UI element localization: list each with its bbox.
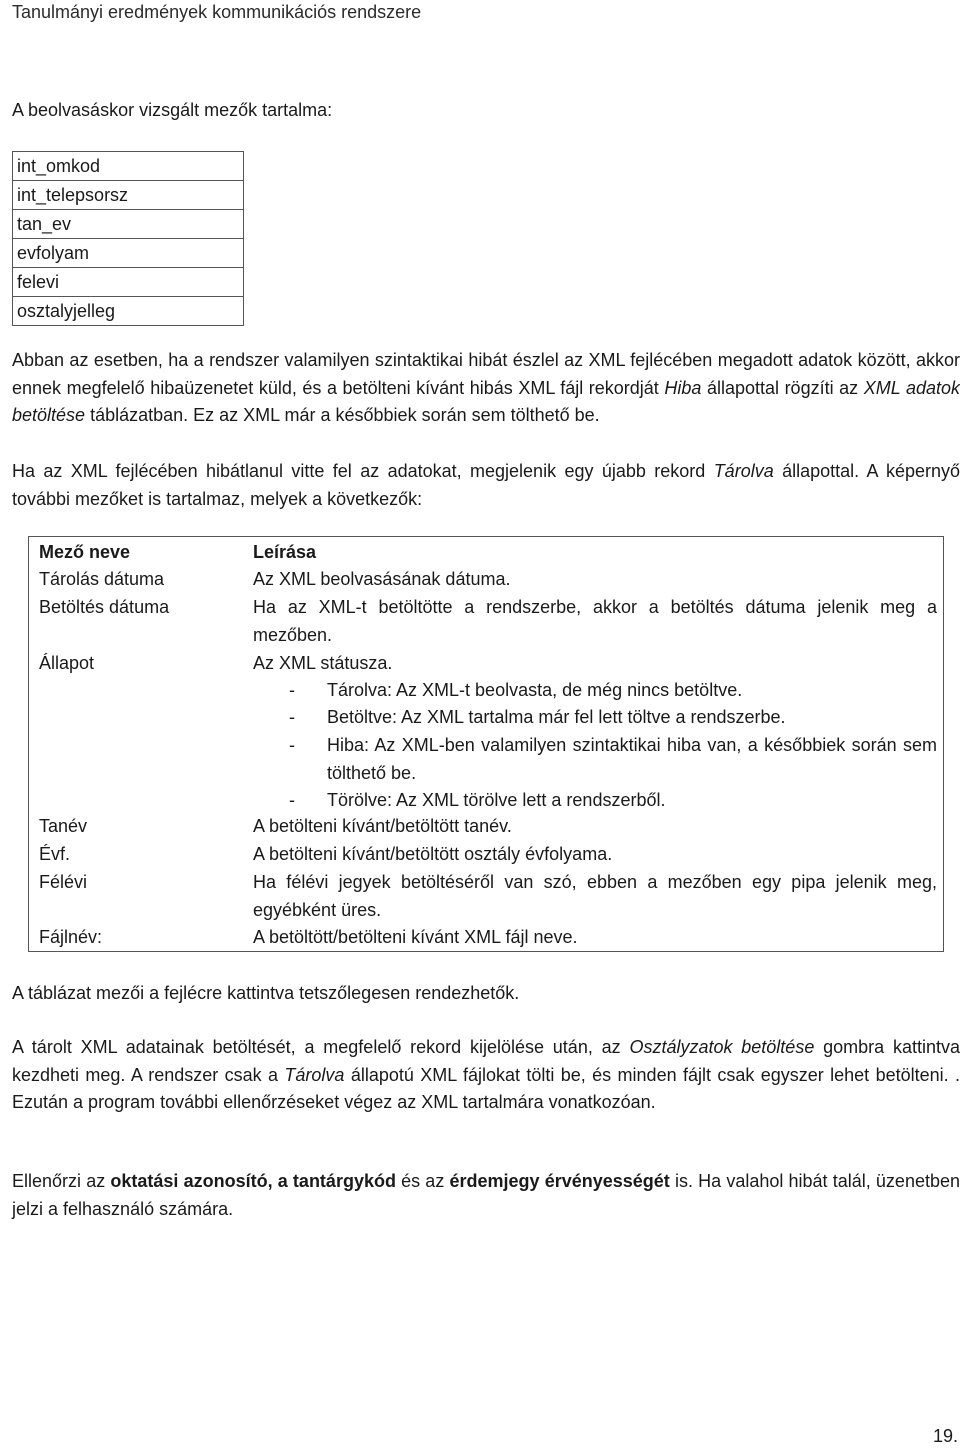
field-cell: tan_ev bbox=[13, 210, 244, 239]
field-description: A betölteni kívánt/betöltött osztály évfolyama. bbox=[253, 844, 613, 864]
field-cell: int_omkod bbox=[13, 152, 244, 181]
field-name: Évf. bbox=[39, 844, 71, 864]
dash: - bbox=[289, 707, 295, 727]
dash: - bbox=[289, 680, 295, 700]
field-cell: evfolyam bbox=[13, 239, 244, 268]
field-name: Tárolás dátuma bbox=[39, 569, 165, 589]
column-header-description: Leírása bbox=[253, 542, 317, 562]
document-header: Tanulmányi eredmények kommunikációs rendszere bbox=[12, 2, 422, 22]
status-text: Tárolva: Az XML-t beolvasta, de még nincs betöltve. bbox=[327, 680, 743, 700]
page-number: 19. bbox=[932, 1426, 958, 1446]
dash: - bbox=[289, 735, 295, 755]
paragraph-sorting: A táblázat mezői a fejlécre kattintva tetszőlegesen rendezhetők. bbox=[12, 983, 520, 1003]
paragraph-error-handling: Abban az esetben, ha a rendszer valamilyen szintaktikai hibát észlel az XML fejlécében megadott adatok között, akkor ennek megfelelő hibaüzenetet küld, és a betölteni kívánt hibás XML fájl rekordját Hiba állapottal rögzíti az XML adatok betöltése táblázatban. Ez az XML már a későbbiek során sem tölthető be. bbox=[12, 350, 960, 425]
paragraph-loading: A tárolt XML adatainak betöltését, a megfelelő rekord kijelölése után, az Osztályzatok betöltése gombra kattintva kezdheti meg. A rendszer csak a Tárolva állapotú XML fájlokat tölti be, és minden fájlt csak egyszer lehet betölteni. . Ezután a program további ellenőrzéseket végez az XML tartalmára vonatkozóan. bbox=[12, 1037, 960, 1112]
status-item bbox=[253, 732, 937, 788]
status-text: Hiba: Az XML-ben valamilyen szintaktikai hiba van, a későbbiek során sem tölthető be. bbox=[327, 735, 937, 783]
field-cell: felevi bbox=[13, 268, 244, 297]
field-name: Félévi bbox=[39, 872, 88, 892]
paragraph-validation: Ellenőrzi az oktatási azonosító, a tantárgykód és az érdemjegy érvényességét is. Ha valahol hibát talál, üzenetben jelzi a felhasználó számára. bbox=[12, 1171, 960, 1219]
field-description: A betöltött/betölteni kívánt XML fájl neve. bbox=[253, 927, 578, 947]
column-header-name: Mező neve bbox=[39, 542, 131, 562]
fields-heading: A beolvasáskor vizsgált mezők tartalma: bbox=[12, 100, 333, 120]
field-name: Betöltés dátuma bbox=[39, 597, 170, 617]
field-cell: osztalyjelleg bbox=[13, 297, 244, 326]
fields-table bbox=[12, 151, 244, 326]
field-name: Fájlnév: bbox=[39, 927, 103, 947]
field-description: Ha az XML-t betöltötte a rendszerbe, akkor a betöltés dátuma jelenik meg a mezőben. bbox=[253, 597, 937, 645]
status-text: Törölve: Az XML törölve lett a rendszerből. bbox=[327, 790, 666, 810]
field-cell: int_telepsorsz bbox=[13, 181, 244, 210]
dash: - bbox=[289, 790, 295, 810]
field-description: A betölteni kívánt/betöltött tanév. bbox=[253, 816, 512, 836]
paragraph-stored-record: Ha az XML fejlécében hibátlanul vitte fel az adatokat, megjelenik egy újabb rekord Tárolva állapottal. A képernyő további mezőket is tartalmaz, melyek a következők: bbox=[12, 461, 960, 509]
field-description: Az XML beolvasásának dátuma. bbox=[253, 569, 511, 589]
field-description: Ha félévi jegyek betöltéséről van szó, ebben a mezőben egy pipa jelenik meg, egyébként üres. bbox=[253, 872, 937, 920]
field-name: Állapot bbox=[39, 653, 95, 673]
field-description-table bbox=[28, 536, 944, 952]
field-name: Tanév bbox=[39, 816, 88, 836]
field-description: Az XML státusza. bbox=[253, 653, 393, 673]
status-text: Betöltve: Az XML tartalma már fel lett töltve a rendszerbe. bbox=[327, 707, 786, 727]
